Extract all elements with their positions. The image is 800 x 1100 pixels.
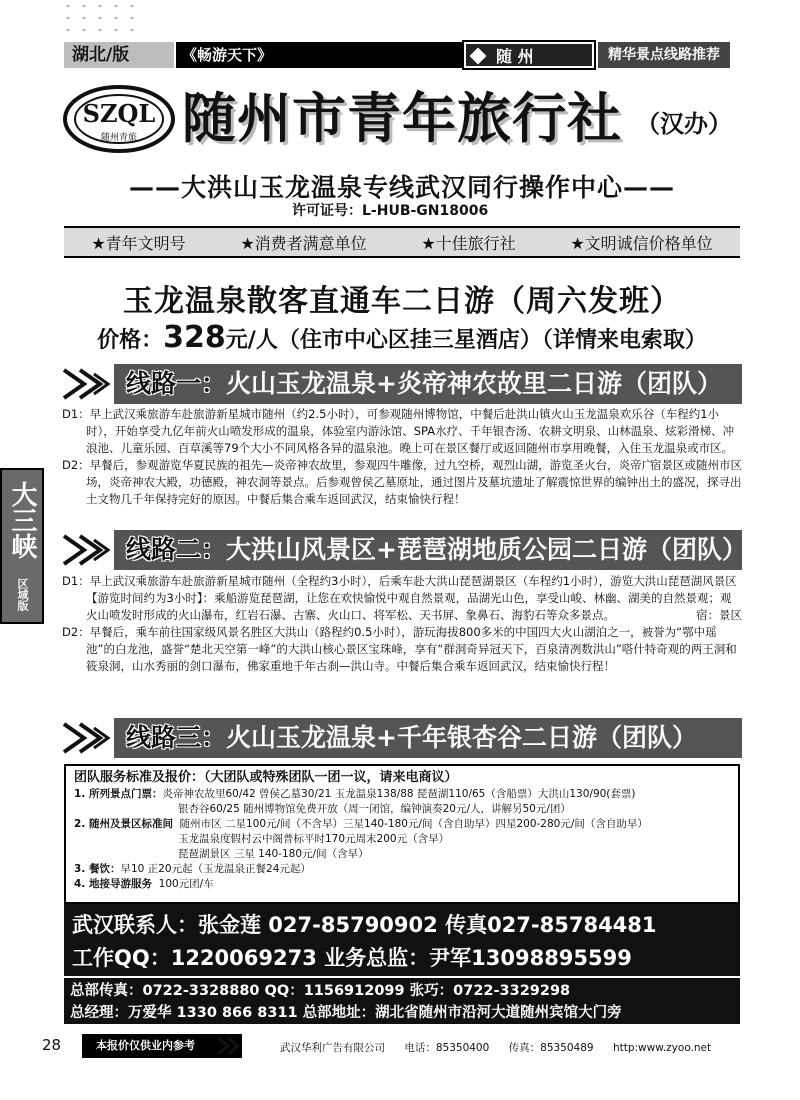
company-suffix: （汉办） (636, 110, 732, 138)
service-header: 团队服务标准及报价：（大团队或特殊团队一团一议，请来电商议） (74, 770, 458, 785)
service-item (74, 862, 730, 877)
honor-item: ★消费者满意单位 (240, 233, 367, 253)
footer-url: http:www.zyoo.net (612, 1042, 712, 1054)
diamond-icon (470, 48, 487, 65)
city-label: 随 州 (496, 47, 534, 66)
city-tag (464, 42, 594, 68)
price-suffix: 元/人（住市中心区挂三星酒店）（详情来电索取） (225, 328, 707, 353)
route-itinerary (62, 573, 742, 675)
service-price-box (64, 764, 740, 904)
itinerary-day-text: D1：早上武汉乘旅游车赴旅游新星城市随州（约2.5小时），可参观随州博物馆，中餐后赴洪山镇火山玉龙温泉欢乐谷（车程约1小时），开始享受九亿年前火山喷发形成的温泉，体验室内游泳馆、SPA水疗、千年银杏汤、农耕文明泉、山林温泉、炫彩滑梯、冲浪池、儿童乐园、百草溪等79个大小不同风格各异的温泉池。晚上可在景区餐厅或返回随州市享用晚餐，入住玉龙温泉或市区。 (62, 407, 735, 455)
service-item-line: 100元团/车 (158, 878, 214, 890)
service-item-line: 玉龙温泉度假村云中阁普标平时170元周末200元（含早） (178, 833, 450, 845)
route-name: 火山玉龙温泉+炎帝神农故里二日游（团队） (226, 369, 722, 398)
price-amount: 328 (163, 320, 226, 355)
license-number: L-HUB-GN18006 (362, 203, 489, 219)
footer-printer: 武汉华利广告有限公司 (280, 1042, 385, 1054)
route-label: 线路一： (126, 369, 227, 398)
contact-line-wuhan: 武汉联系人：张金莲 027-85790902 传真027-85784481 (72, 913, 657, 937)
logo-text: SZQL (82, 99, 156, 128)
footer-note: 本报价仅供业内参考 (82, 1034, 242, 1058)
footer-fax: 传真：85350489 (508, 1042, 594, 1054)
itinerary-day (62, 406, 742, 472)
honor-item: ★十佳旅行社 (421, 233, 516, 253)
double-arrow-icon (62, 368, 112, 400)
logo-subtext: 随州青旅 (100, 133, 138, 143)
company-tagline: ——大洪山玉龙温泉专线武汉同行操作中心—— (128, 173, 675, 202)
footer-phone: 电话：85350400 (404, 1042, 490, 1054)
license-label: 许可证号： (292, 203, 362, 219)
itinerary-day-rest: 宿景区或随州市区 (650, 458, 742, 472)
double-arrow-icon (62, 722, 112, 754)
itinerary-day-text: D2：早餐后，乘车前往国家级风景名胜区大洪山（路程约0.5小时），游玩海拔800多米的中国四大火山湖泊之一，被誉为“鄂中瑶池”的白龙池，盛誉“楚北天空第一峰”的大洪山核心景区宝珠峰，享有“群洞奇异冠天下，百泉清冽数洪山”嗒什特奇观的两王洞和筱泉洞，山水秀丽的剑口瀑布，佛家重地千年古刹—洪山寺。中餐后集合乘车返回武汉，结束愉快行程！ (62, 625, 737, 673)
route-itinerary (62, 406, 742, 508)
license-line (292, 200, 488, 220)
service-item (74, 877, 730, 892)
service-item-line: 早10 正20元起（玉龙温泉正餐24元起） (120, 863, 311, 875)
itinerary-day-text: D2：早餐后，参观游览华夏民族的祖先—炎帝神农故里，参观四牛雕像，过九空桥，观烈山湖，游览圣火台，炎帝广场，炎帝神农大殿，功德殿，神农洞等景点。后参观曾侯乙墓原址，通过图片及墓坑遗址了解震惊世界的编钟出土的盛况，探寻出土文物几千年保持完好的原因。中餐后集合乘车返回武汉，结束愉快行程！ (62, 458, 742, 506)
footer-arrow-icon (216, 1036, 246, 1056)
contact-block (64, 904, 740, 1024)
company-logo (62, 84, 176, 154)
route-title-bar (114, 530, 747, 570)
company-name: 随州市青年旅行社 (182, 86, 622, 150)
side-region-tag (0, 468, 44, 624)
column-title: 《畅游天下》 (176, 42, 462, 68)
contact-line-qq: 工作QQ：1220069273 业务总监：尹军13098895599 (72, 946, 632, 970)
recommend-label: 精华景点线路推荐 (598, 42, 730, 68)
route-banner (62, 364, 742, 404)
side-tag-big: 大三峡 (7, 481, 37, 559)
service-item-line: 炎帝神农故里60/42 曾侯乙墓30/21 玉龙温泉138/88 琵琶湖110/65（含船票）大洪山130/90(套票) (162, 788, 636, 800)
service-item-label: 3. 餐饮： (74, 863, 121, 875)
decorative-dot-grid (60, 0, 140, 40)
service-item-line: 银杏谷60/25 随州博物馆免费开放（周一闭馆，编钟演奏20元/人，讲解另50元/团） (178, 803, 571, 815)
honor-item: ★青年文明号 (91, 233, 186, 253)
side-tag-small: 区域版 (16, 577, 29, 611)
contact-line-hq-fax: 总部传真：0722-3328880 QQ：1156912099 张巧：0722-3329298 (70, 983, 571, 999)
route-name: 大洪山风景区+琵琶湖地质公园二日游（团队） (226, 535, 747, 564)
route-title-bar (114, 364, 742, 404)
footer-info (280, 1040, 727, 1055)
main-title: 玉龙温泉散客直通车二日游（周六发班） (123, 284, 681, 319)
itinerary-day (62, 573, 742, 624)
service-item-line: 随州市区 二星100元/间（不含早）三星140-180元/间（含自助早）四星200-280元/间（含自助早） (179, 818, 648, 830)
route-label: 线路三： (126, 723, 227, 752)
region-label: 湖北/版 (64, 42, 174, 68)
route-title-bar (114, 718, 742, 758)
itinerary-day (62, 624, 742, 675)
itinerary-day (62, 457, 742, 508)
top-banner (0, 42, 800, 68)
honor-item: ★文明诚信价格单位 (570, 233, 713, 253)
price-line (64, 320, 740, 355)
route-banner (62, 718, 742, 758)
contact-divider (64, 976, 740, 978)
service-item-line: 琵琶湖景区 三星 140-180元/间（含早） (178, 848, 369, 860)
honors-bar (64, 226, 740, 258)
route-name: 火山玉龙温泉+千年银杏谷二日游（团队） (226, 723, 697, 752)
service-item (74, 787, 730, 802)
itinerary-day-text: D1：早上武汉乘旅游车赴旅游新星城市随州（全程约3小时），后乘车赴大洪山琵琶湖景区（车程约1小时），游览大洪山琵琶湖风景区【游览时间约为3小时】：乘船游览琵琶湖，让您在欢快愉悦中观自然景观，品湖光山色，享受山峻、林幽、湖美的自然景观；观火山喷发时形成的火山瀑布，红岩石瀑、古寨、火山口、将军松、天书屏、象鼻石、海豹石等众多景点。 (62, 574, 737, 622)
service-item-label: 2. 随州及景区标准间 (74, 818, 173, 830)
price-prefix: 价格： (97, 328, 164, 353)
itinerary-day-rest: 宿：景区 (696, 608, 742, 622)
double-arrow-icon (62, 534, 112, 566)
service-item-label: 4. 地接导游服务 (74, 878, 152, 890)
route-label: 线路二： (126, 535, 227, 564)
service-item (74, 817, 730, 832)
service-item-label: 1. 所列景点门票： (74, 788, 163, 800)
route-banner (62, 530, 747, 570)
page-number: 28 (42, 1036, 62, 1054)
contact-line-hq-address: 总经理：万爱华 1330 866 8311 总部地址：湖北省随州市沿河大道随州宾馆大门旁 (70, 1005, 622, 1021)
